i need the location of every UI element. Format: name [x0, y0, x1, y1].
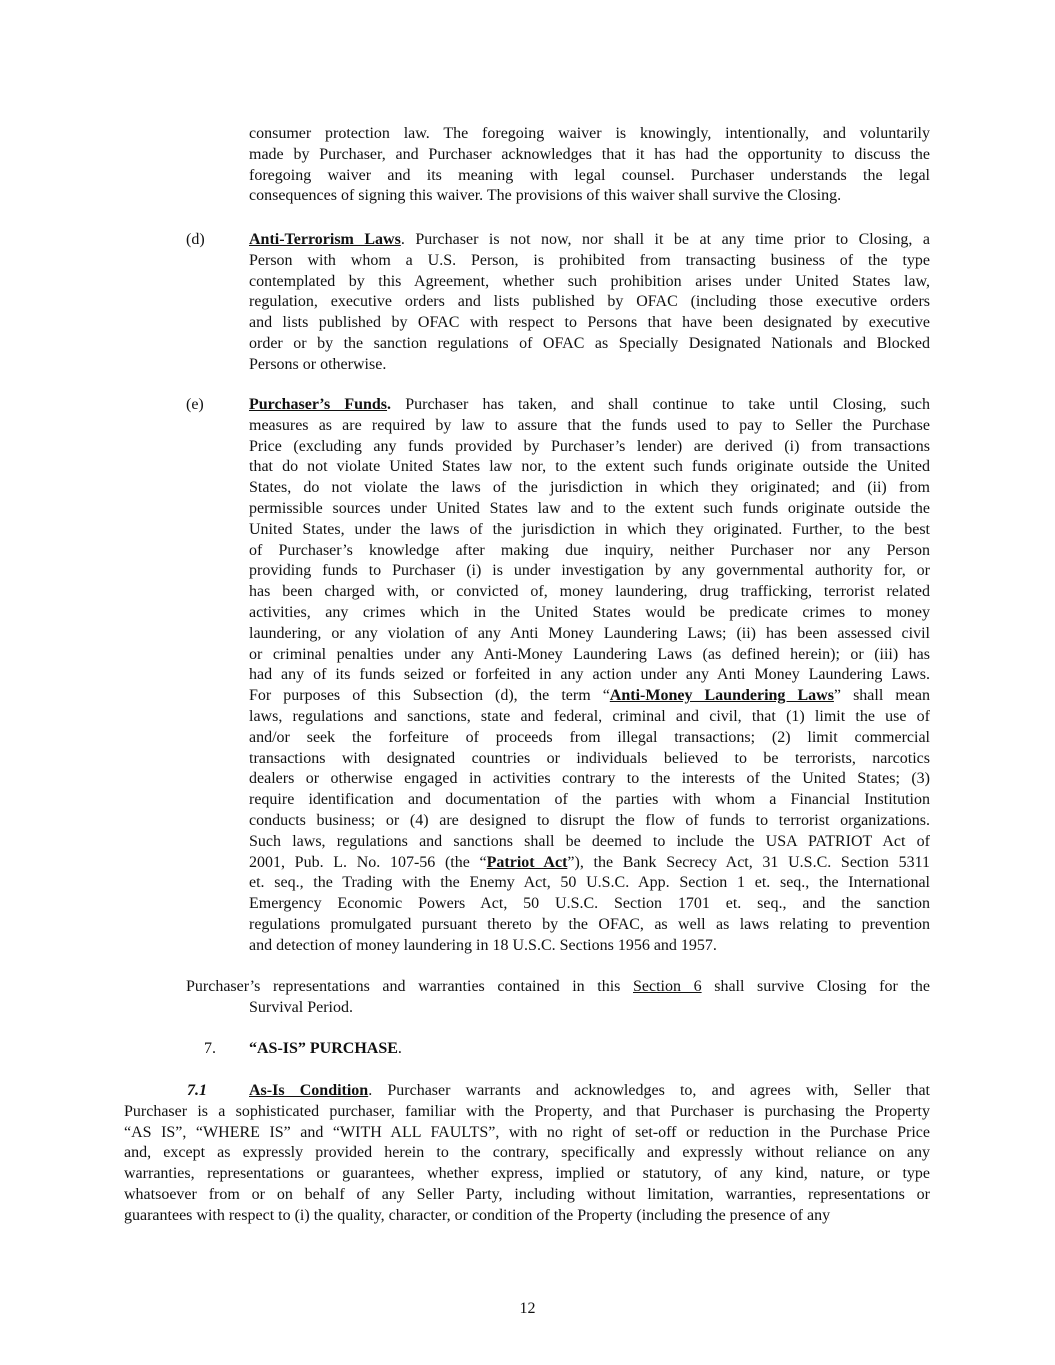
- section-d-label: (d): [186, 231, 205, 248]
- text-line: Persons or otherwise.: [249, 355, 387, 373]
- defined-term: Anti-Terrorism Laws: [249, 231, 401, 248]
- text-line: Price (excluding any funds provided by Purchaser’s lender) are derived (i) from transactions: [249, 437, 930, 455]
- text-line: foregoing waiver and its meaning with legal counsel. Purchaser understands the legal: [249, 166, 930, 184]
- text-line: and/or seek the forfeiture of proceeds from illegal transactions; (2) limit commercial: [249, 728, 930, 746]
- text-line: States, do not violate the laws of the jurisdiction in which they originated; and (ii) from: [249, 479, 930, 497]
- text-segment: .: [397, 1040, 402, 1057]
- anti-terrorism-laws-paragraph: [249, 230, 930, 376]
- text-segment: . Purchaser warrants and acknowledges to, and agrees with, Seller that: [368, 1082, 930, 1099]
- text-line: Emergency Economic Powers Act, 50 U.S.C. Section 1701 et. seq., and the sanction: [249, 895, 930, 913]
- section-e-label: (e): [186, 396, 204, 413]
- text-segment: For purposes of this Subsection (d), the term “: [249, 687, 610, 705]
- text-line: warranties, representations or guarantees, whether express, implied or statutory, of any kind, nature, or type: [124, 1165, 930, 1183]
- text-line: regulations promulgated pursuant thereto by the OFAC, as well as laws relating to prevention: [249, 915, 930, 933]
- section-7-number: 7.: [204, 1040, 216, 1057]
- text-line: and lists published by OFAC with respect to Persons that have been designated by executive: [249, 314, 930, 332]
- text-line: [249, 395, 930, 416]
- text-line: and, except as expressly provided herein to the contrary, specifically and expressly without reliance on any: [124, 1144, 930, 1162]
- text-line: [249, 230, 930, 251]
- text-segment: “AS-IS” PURCHASE: [249, 1040, 398, 1057]
- text-segment: Purchaser’s representations and warranties contained in this: [186, 978, 633, 995]
- defined-term: Purchaser’s Funds: [249, 396, 388, 413]
- text-line: Such laws, regulations and sanctions shall be deemed to include the USA PATRIOT Act of: [249, 832, 930, 850]
- purchasers-funds-paragraph: [249, 395, 930, 957]
- defined-term: Anti-Money Laundering Laws: [609, 687, 834, 705]
- text-line: “AS IS”, “WHERE IS” and “WITH ALL FAULTS”, with no right of set-off or reduction in the Purchase Price: [124, 1123, 930, 1141]
- text-segment: ”), the Bank Secrecy Act, 31 U.S.C. Section 5311: [567, 853, 931, 871]
- text-line: permissible sources under United States law and to the extent such funds originate outside the: [249, 499, 930, 517]
- defined-term: Patriot Act: [486, 853, 568, 871]
- text-segment: ” shall mean: [833, 687, 930, 705]
- text-line: whatsoever from or on behalf of any Seller Party, including without limitation, warranties, representations or: [124, 1185, 930, 1203]
- text-line: made by Purchaser, and Purchaser acknowledges that it has had the opportunity to discuss the: [249, 145, 930, 163]
- page-number: 12: [519, 1300, 536, 1317]
- text-line: laundering, or any violation of any Anti Money Laundering Laws; (ii) has been assessed civil: [249, 624, 930, 642]
- text-line: providing funds to Purchaser (i) is under investigation by any governmental authority for, or: [249, 562, 930, 580]
- text-line: United States, under the laws of the jurisdiction in which they originated. Further, to the best: [249, 520, 930, 538]
- text-line: conducts business; or (4) are designed to disrupt the flow of funds to terrorist organizations.: [249, 811, 930, 829]
- text-segment: .: [387, 396, 392, 413]
- defined-term: Section 6: [633, 978, 702, 995]
- text-line: et. seq., the Trading with the Enemy Act, 50 U.S.C. App. Section 1 et. seq., the International: [249, 874, 930, 892]
- text-segment: Purchaser has taken, and shall continue to take until Closing, such: [391, 396, 931, 413]
- text-line: laws, regulations and sanctions, state and federal, criminal and civil, that (1) limit the use of: [249, 707, 930, 725]
- waiver-paragraph: [249, 124, 930, 207]
- text-line: dealers or otherwise engaged in activities contrary to the interests of the United States; (3): [249, 770, 930, 788]
- defined-term: As-Is Condition: [249, 1082, 369, 1099]
- text-line: require identification and documentation of the parties with whom a Financial Institution: [249, 791, 930, 809]
- text-line: contemplated by this Agreement, whether such prohibition arises under United States law,: [249, 272, 930, 290]
- text-segment: . Purchaser is not now, nor shall it be at any time prior to Closing, a: [400, 231, 931, 248]
- survival-paragraph: [186, 977, 930, 1019]
- section-7-heading: [249, 1039, 649, 1060]
- text-line: [249, 853, 930, 874]
- text-line: [186, 977, 930, 998]
- text-line: transactions with designated countries or individuals believed to be terrorists, narcotics: [249, 749, 930, 767]
- text-line: consequences of signing this waiver. The provisions of this waiver shall survive the Closing.: [249, 187, 842, 205]
- text-line: Person with whom a U.S. Person, is prohibited from transacting business of the type: [249, 251, 930, 269]
- text-line: has been charged with, or convicted of, money laundering, drug trafficking, terrorist related: [249, 583, 930, 601]
- text-line: [249, 1039, 649, 1060]
- text-line: regulation, executive orders and lists published by OFAC (including those executive orders: [249, 293, 930, 311]
- section-7-1-number: 7.1: [187, 1082, 207, 1099]
- text-line: consumer protection law. The foregoing waiver is knowingly, intentionally, and voluntarily: [249, 125, 930, 142]
- text-segment: 2001, Pub. L. No. 107-56 (the “: [249, 853, 487, 871]
- text-line: order or by the sanction regulations of OFAC as Specially Designated Nationals and Blocked: [249, 334, 930, 352]
- text-line: guarantees with respect to (i) the quality, character, or condition of the Property (including the presence of any: [124, 1206, 831, 1224]
- as-is-condition-paragraph: [124, 1081, 930, 1227]
- text-line: Purchaser is a sophisticated purchaser, familiar with the Property, and that Purchaser is purchasing the Property: [124, 1102, 930, 1120]
- text-line: of Purchaser’s knowledge after making due inquiry, neither Purchaser nor any Person: [249, 541, 930, 559]
- text-line: [249, 686, 930, 707]
- text-line: had any of its funds seized or forfeited in any action under any Anti Money Laundering Laws.: [249, 666, 930, 684]
- text-line: and detection of money laundering in 18 U.S.C. Sections 1956 and 1957.: [249, 936, 717, 954]
- text-line: or criminal penalties under any Anti-Money Laundering Laws (as defined herein); or (iii) has: [249, 645, 930, 663]
- text-line: activities, any crimes which in the United States would be predicate crimes to money: [249, 603, 930, 621]
- text-line: that do not violate United States law nor, to the extent such funds originate outside the United: [249, 458, 930, 476]
- text-line: measures as are required by law to assure that the funds used to pay to Seller the Purchase: [249, 416, 930, 434]
- text-line: Survival Period.: [249, 998, 353, 1016]
- text-segment: shall survive Closing for the: [701, 978, 930, 995]
- text-line: [124, 1081, 930, 1102]
